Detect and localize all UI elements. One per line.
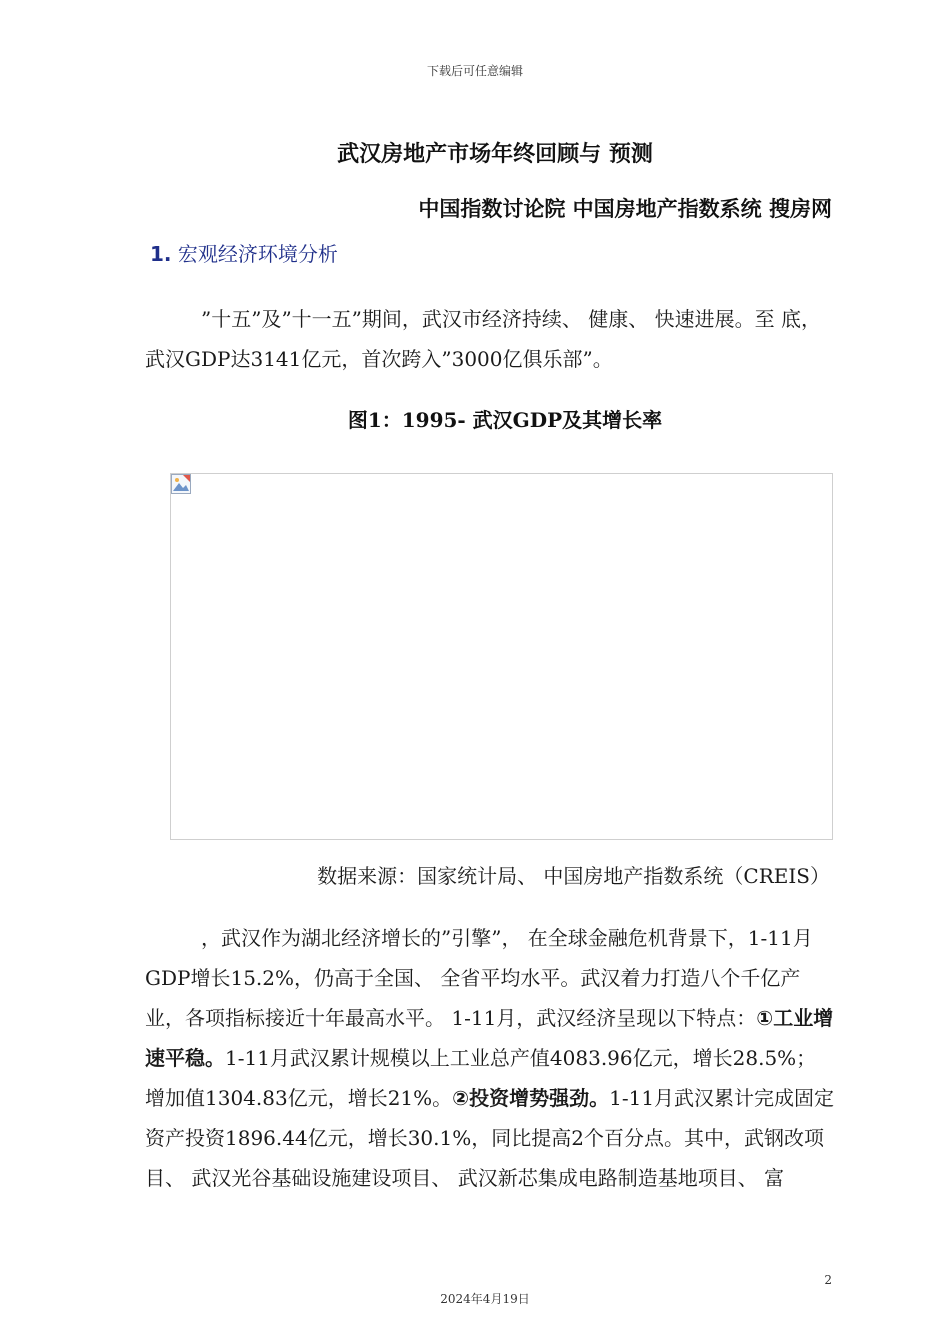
section-heading xyxy=(150,238,338,267)
paragraph-1-text: ”十五”及”十一五”期间，武汉市经济持续、 健康、 快速进展。至 底，武汉GDP达3141亿元，首次跨入”3000亿俱乐部”。 xyxy=(145,307,821,371)
figure-image-placeholder xyxy=(170,473,833,840)
footer-date: 2024年4月19日 xyxy=(440,1292,530,1306)
header-note: 下载后可任意编辑 xyxy=(426,64,523,78)
document-title: 武汉房地产市场年终回顾与 预测 xyxy=(337,142,653,167)
point-1-text: 1-11月武汉累计规模以上工业总产值4083.96亿元，增长28.5%；增加值1304.83亿元，增长21%。 xyxy=(145,1046,817,1110)
figure-source: 数据来源：国家统计局、 中国房地产指数系统（CREIS） xyxy=(317,864,830,888)
section-heading-text: 宏观经济环境分析 xyxy=(177,242,338,266)
paragraph-2-intro: ，武汉作为湖北经济增长的”引擎”， 在全球金融危机背景下，1-11月GDP增长15.2%，仍高于全国、 全省平均水平。武汉着力打造八个千亿产业，各项指标接近十年最高水平。 1-11月，武汉经济呈现以下特点： xyxy=(145,926,813,1030)
point-1-label: ①工业增速平稳。 xyxy=(145,1006,834,1070)
broken-image-icon xyxy=(171,474,191,494)
point-2-label: ②投资增势强劲。 xyxy=(452,1086,610,1110)
document-subtitle: 中国指数讨论院 中国房地产指数系统 搜房网 xyxy=(418,197,832,221)
point-2-text: 1-11月武汉累计完成固定资产投资1896.44亿元，增长30.1%，同比提高2个百分点。其中，武钢改项目、 武汉光谷基础设施建设项目、 武汉新芯集成电路制造基地项目、 富 xyxy=(145,1086,835,1190)
page-number: 2 xyxy=(824,1273,832,1287)
figure-caption: 图1：1995- 武汉GDP及其增长率 xyxy=(347,408,663,432)
section-number: 1. xyxy=(150,242,172,266)
paragraph-2 xyxy=(145,918,835,1198)
paragraph-1 xyxy=(145,299,835,379)
